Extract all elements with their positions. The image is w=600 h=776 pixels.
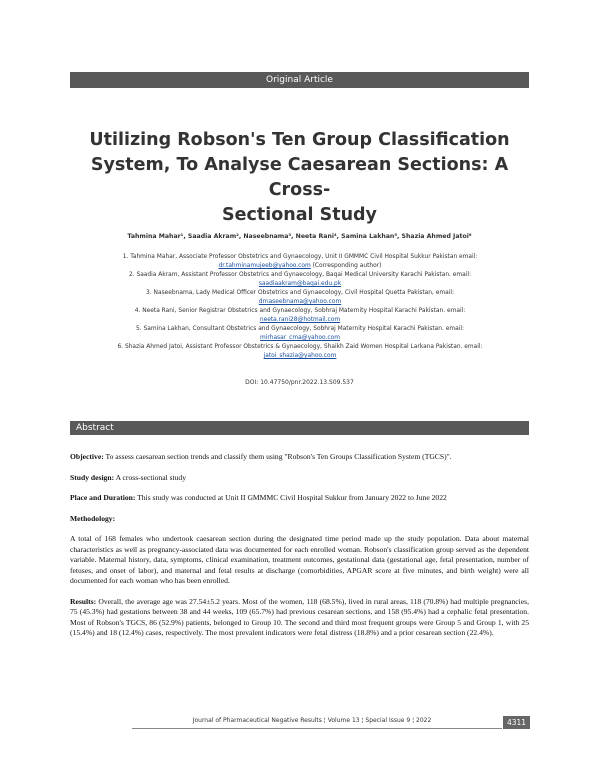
affiliation-number: 2. (128, 272, 135, 278)
methodology-heading-paragraph (70, 514, 529, 525)
affiliation-number: 5. (135, 326, 142, 332)
email-link[interactable]: neeta.rani28@hotmail.com (259, 317, 341, 323)
page-number: 4311 (506, 718, 527, 727)
place-label: Place and Duration: (70, 493, 136, 502)
affiliation-text: Samina Lakhan, Consultant Obstetrics and Gynaecology, Sobhraj Maternity Hospital Karachi Pakistan. email: (143, 326, 464, 332)
affiliation-number: 1. (122, 254, 129, 260)
affiliation-item (60, 289, 540, 307)
affiliation-item (60, 253, 540, 271)
affiliation-number: 6. (117, 344, 124, 350)
title-line: Sectional Study (222, 205, 377, 225)
email-link[interactable]: jatoi_shazia@yahoo.com (263, 353, 337, 359)
email-link[interactable]: mirhasar_cma@yahoo.com (260, 335, 340, 341)
affiliation-item (60, 343, 540, 361)
email-link[interactable]: saadiaakram@baqai.edu.pk (258, 281, 342, 287)
affiliation-text: Saadia Akram, Assistant Professor Obstetrics and Gynaecology, Baqai Medical University Karachi Pakistan. email: (136, 272, 472, 278)
abstract-body (70, 452, 529, 649)
affiliation-text: Naseebnama, Lady Medical Officer Obstetrics and Gynaecology, Civil Hospital Quetta Pakistan, email: (153, 290, 454, 296)
methodology-label: Methodology: (70, 513, 116, 523)
author-list: Tahmina Mahar¹, Saadia Akram², Naseebnama³, Neeta Rani⁴, Samina Lakhan⁵, Shazia Ahmed Jatoi⁶ (127, 233, 472, 240)
affiliation-text: Neeta Rani, Senior Registrar Obstetrics and Gynaecology, Sobhraj Maternity Hospital Karachi Pakistan. email: (142, 308, 466, 314)
objective-label: Objective: (70, 452, 104, 461)
place-text: This study was conducted at Unit II GMMMC Civil Hospital Sukkur from January 2022 to June 2022 (135, 493, 447, 502)
results-label: Results: (70, 596, 97, 606)
affiliation-text: Tahmina Mahar, Associate Professor Obstetrics and Gynaecology, Unit II GMMMC Civil Hospital Sukkur Pakistan email: (130, 254, 478, 260)
design-label: Study design: (70, 472, 115, 482)
affiliation-number: 3. (146, 290, 152, 296)
article-type-banner (70, 72, 529, 88)
title-line: Utilizing Robson's Ten Group Classification (89, 130, 510, 150)
abstract-heading-bar (70, 421, 529, 435)
affiliation-text: Shazia Ahmed Jatoi, Assistant Professor Obstetrics & Gynaecology, Shaikh Zaid Women Hospital Larkana Pakistan. email: (124, 344, 483, 350)
objective-text: To assess caesarean section trends and classify them using "Robson's Ten Groups Classification System (TGCS)". (103, 452, 452, 461)
doi-text: DOI: 10.47750/pnr.2022.13.S09.537 (245, 379, 354, 386)
affiliation-list (60, 253, 540, 361)
place-paragraph (70, 493, 529, 504)
affiliation-item (60, 325, 540, 343)
affiliation-item (60, 307, 540, 325)
page-number-badge (503, 716, 530, 729)
results-text: Overall, the average age was 27.54±5.2 years. Most of the women, 118 (68.5%), lived in rural areas, 118 (70.8%) had multiple pregnancies, 75 (45.3%) had gestations between 38 and 44 weeks, 109 (65.7%) had previous cesarean sections, and 158 (95.4%) had a cephalic fetal presentation. Most of Robson's TGCS, 86 (52.9%) patients, belonged to Group 10. The second and third most frequent groups were Group 5 and Group 1, with 25 (15.4%) and 18 (12.4%) cases, respectively. The most prevalent indicators were fetal distress (18.8%) and a prior cesarean section (22.4%). (70, 596, 529, 637)
article-type-label: Original Article (266, 75, 333, 85)
email-link[interactable]: drnaseebnama@yahoo.com (258, 299, 342, 305)
design-paragraph (70, 473, 529, 484)
results-paragraph (70, 597, 529, 639)
abstract-heading: Abstract (76, 423, 114, 433)
design-text: A cross-sectional study (114, 472, 187, 482)
paper-title (70, 128, 529, 228)
methodology-paragraph: A total of 168 females who undertook caesarean section during the designated time period made up the study population. Data about maternal characteristics as well as pregnancy-associated data was documented for each enrolled woman. Robson's classification group served as the dependent variable. Maternal history, data, symptoms, clinical examination, treatment outcomes, gestational data (gestational age, fetal presentation, number of fetuses, and onset of labor), and maternal and fetal results at discharge (comorbidities, APGAR score at five minutes, and birth weight) were all documented for each woman who has been enrolled. (70, 534, 529, 585)
email-link[interactable]: dr.tahminamujeeb@yahoo.com (218, 263, 311, 269)
footer-divider (132, 728, 502, 729)
affiliation-number: 4. (134, 308, 141, 314)
affiliation-item (60, 271, 540, 289)
title-line: System, To Analyse Caesarean Sections: A Cross- (90, 155, 509, 200)
journal-footer: Journal of Pharmaceutical Negative Results ¦ Volume 13 ¦ Special Issue 9 ¦ 2022 (192, 717, 432, 724)
objective-paragraph (70, 452, 529, 463)
affiliation-suffix: (Corresponding author) (310, 263, 382, 269)
